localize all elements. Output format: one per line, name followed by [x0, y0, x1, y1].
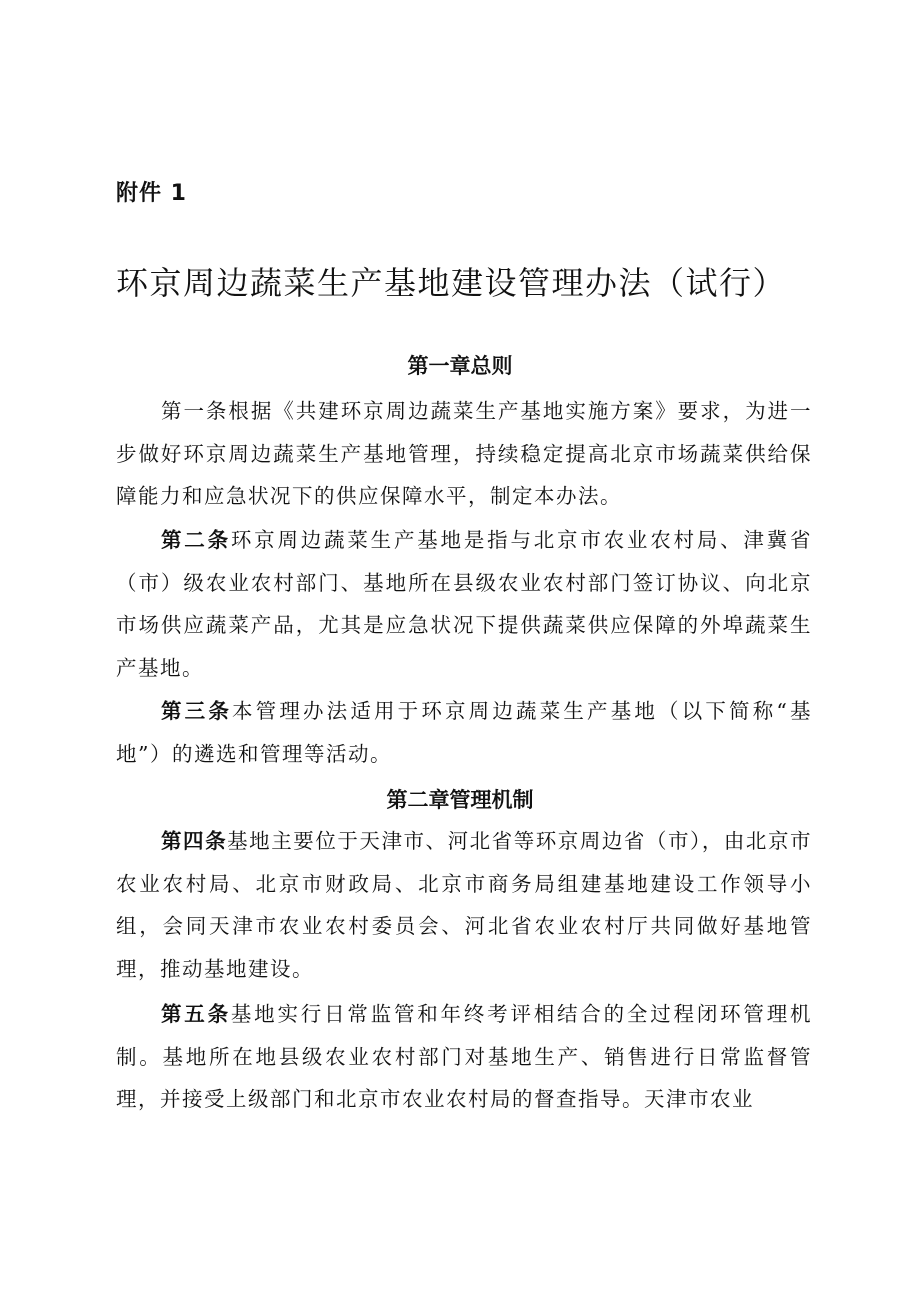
article-text: 本管理办法适用于环京周边蔬菜生产基地（以下简称“基地”）的遴选和管理等活动。 [116, 699, 813, 766]
article-lead: 第四条 [161, 829, 228, 853]
chapter-heading: 第一章总则 [407, 354, 513, 378]
article-text: 基地主要位于天津市、河北省等环京周边省（市），由北京市农业农村局、北京市财政局、北京市商务局组建基地建设工作领导小组，会同天津市农业农村委员会、河北省农业农村厅共同做好基地管理，推动基地建设。 [116, 829, 813, 981]
article-lead: 第五条 [161, 1002, 231, 1026]
chapter-heading: 第二章管理机制 [386, 788, 534, 812]
article-paragraph [116, 519, 812, 689]
article-text: 第一条根据《共建环京周边蔬菜生产基地实施方案》要求，为进一步做好环京周边蔬菜生产基地管理，持续稳定提高北京市场蔬菜供给保障能力和应急状况下的供应保障水平，制定本办法。 [116, 399, 812, 508]
article-lead: 第三条 [161, 699, 233, 723]
attachment-label: 附件 1 [116, 181, 187, 206]
document-title: 环京周边蔬菜生产基地建设管理办法（试行） [116, 264, 787, 302]
article-text: 环京周边蔬菜生产基地是指与北京市农业农村局、津冀省（市）级农业农村部门、基地所在县级农业农村部门签订协议、向北京市场供应蔬菜产品，尤其是应急状况下提供蔬菜供应保障的外埠蔬菜生产基地。 [116, 528, 813, 680]
article-paragraph [116, 993, 812, 1121]
article-paragraph [116, 690, 812, 775]
article-paragraph [116, 820, 812, 990]
article-lead: 第二条 [161, 528, 231, 552]
article-paragraph [116, 390, 812, 518]
article-text: 基地实行日常监管和年终考评相结合的全过程闭环管理机制。基地所在地县级农业农村部门对基地生产、销售进行日常监督管理，并接受上级部门和北京市农业农村局的督查指导。天津市农业 [116, 1002, 813, 1111]
